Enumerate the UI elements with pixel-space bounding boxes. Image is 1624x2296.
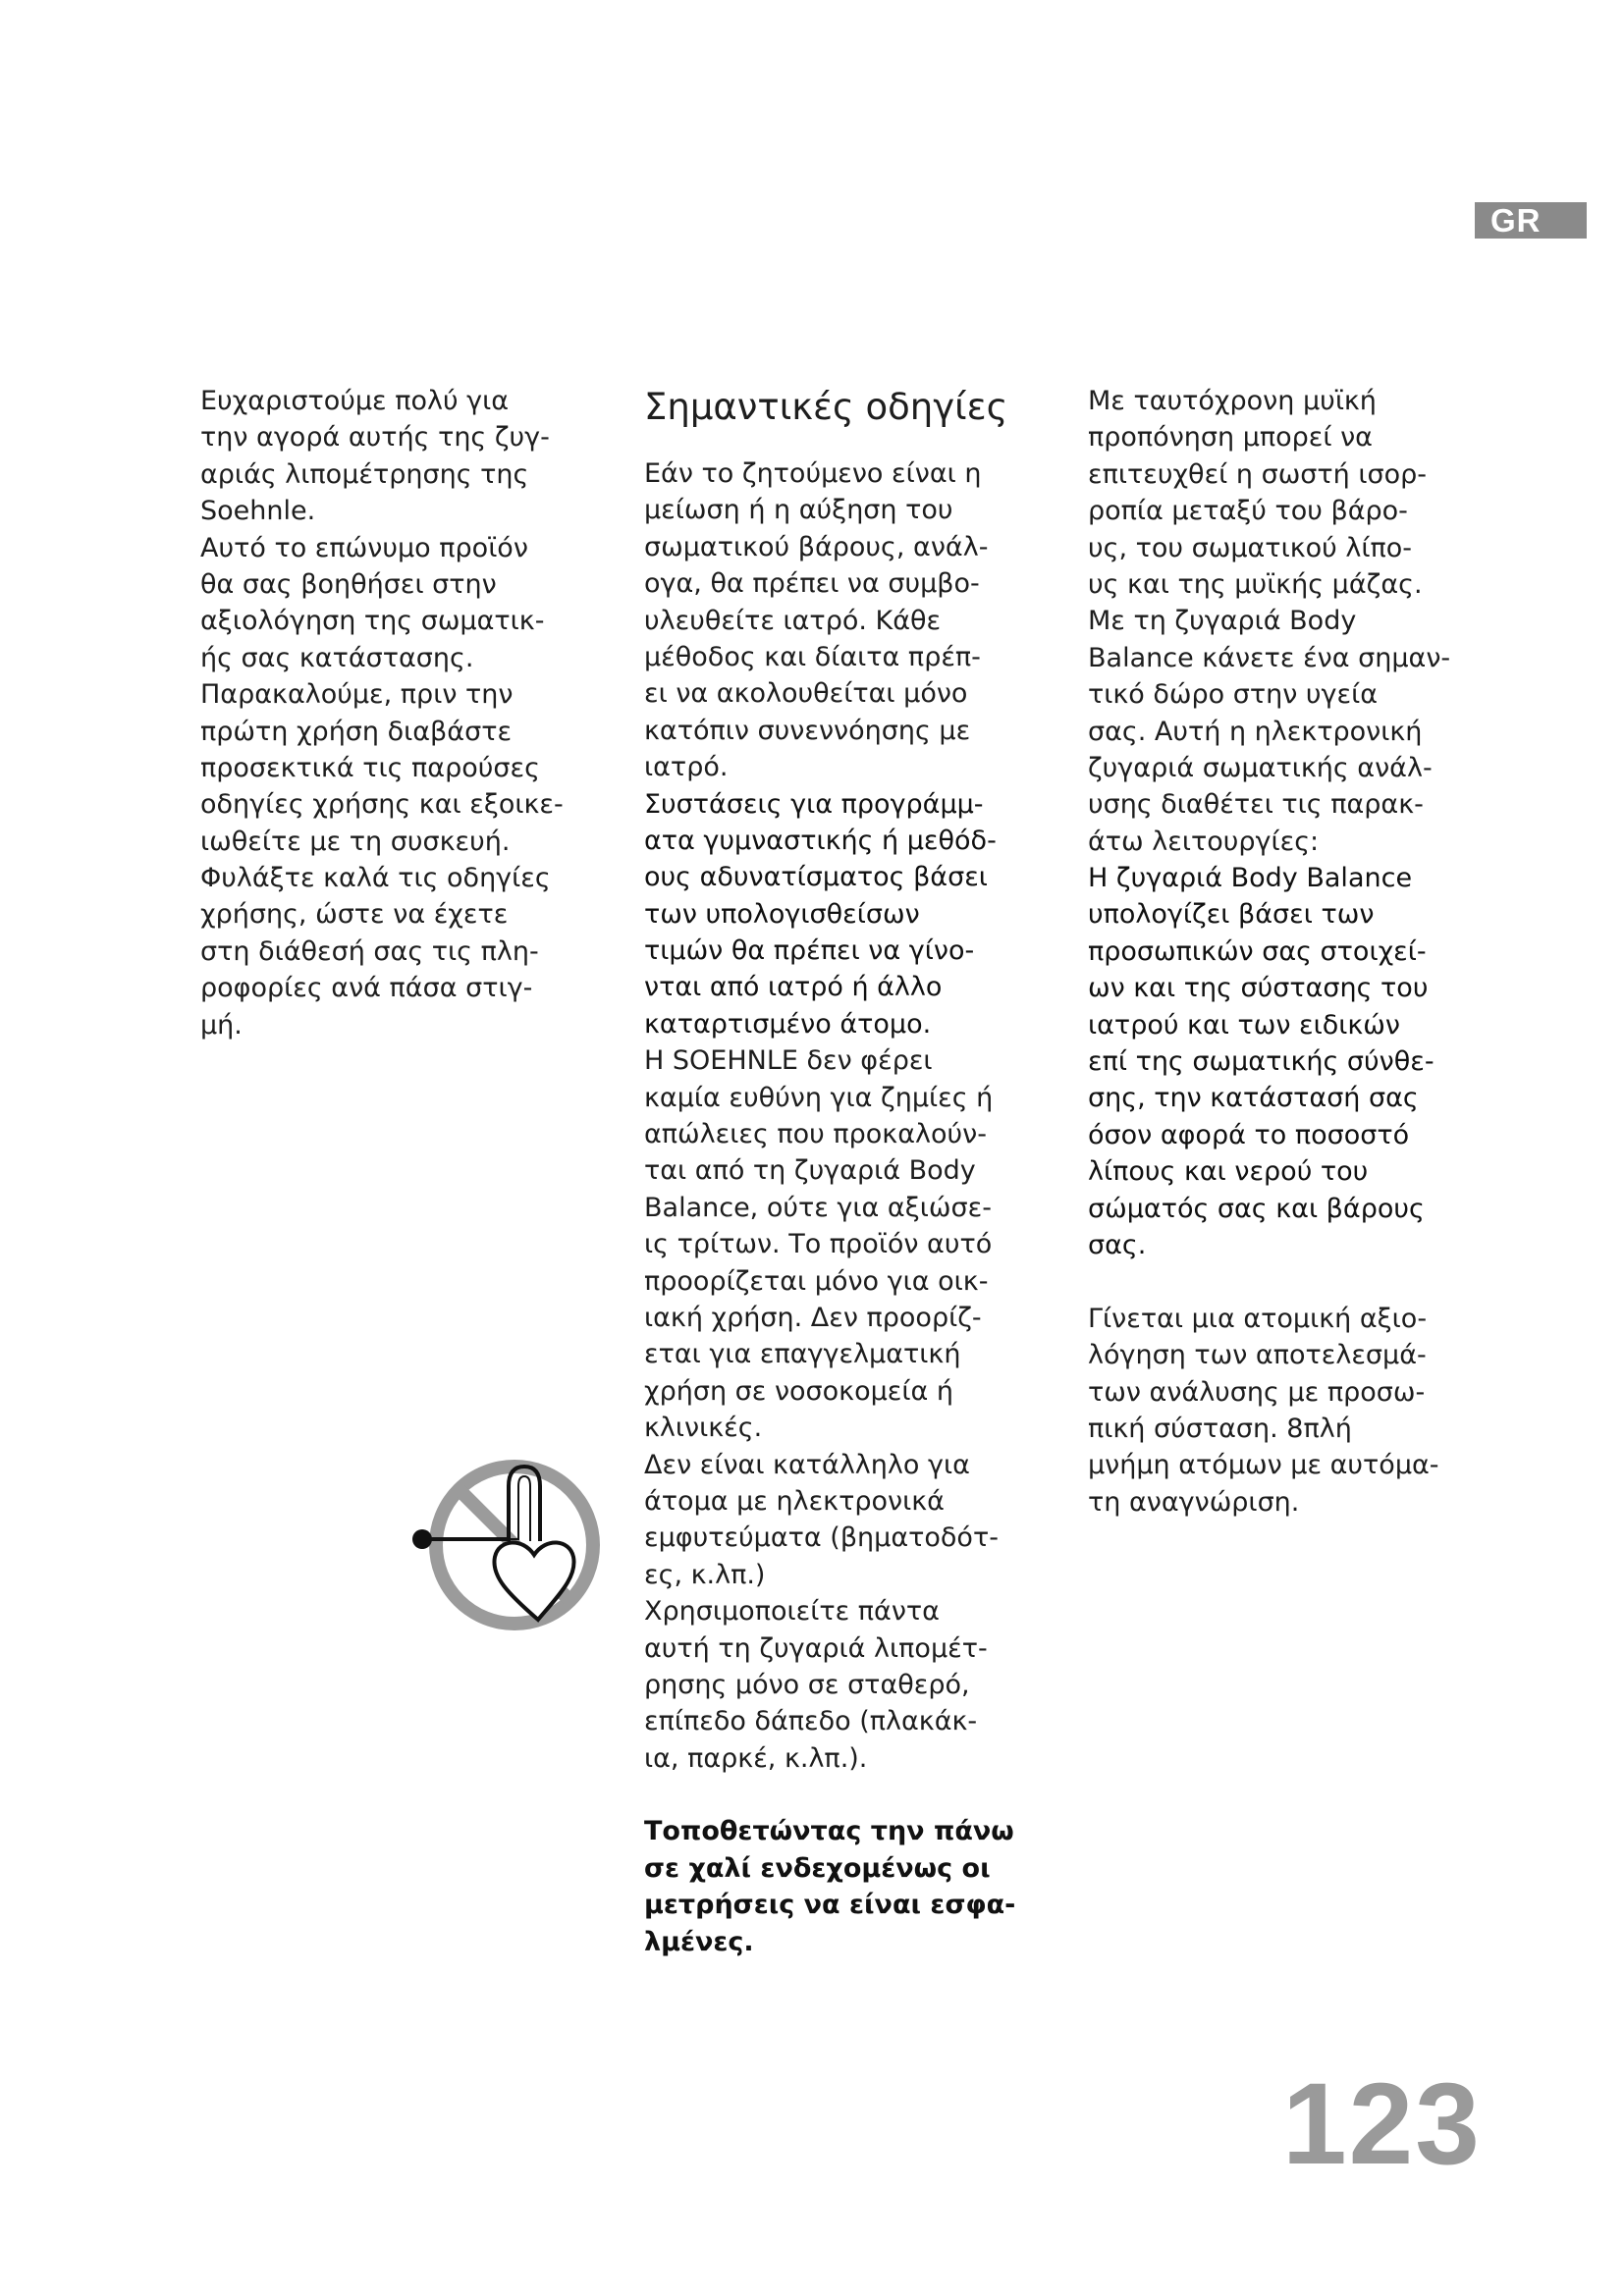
middle-line: άτομα με ηλεκτρονικά bbox=[644, 1485, 945, 1517]
left-line: Αυτό το επώνυμο προϊόν bbox=[200, 532, 528, 563]
right-line: σώματός σας και βάρους bbox=[1088, 1193, 1425, 1224]
right-line: υσης διαθέτει τις παρακ- bbox=[1088, 789, 1424, 821]
middle-line: ρησης μόνο σε σταθερό, bbox=[644, 1669, 970, 1700]
middle-line: μείωση ή η αύξηση του bbox=[644, 495, 953, 526]
right-line: υς και της μυϊκής μάζας. bbox=[1088, 568, 1423, 600]
middle-line: Δεν είναι κατάλληλο για bbox=[644, 1449, 970, 1480]
left-line: ιωθείτε με τη συσκευή. bbox=[200, 826, 511, 857]
right-line: Γίνεται μια ατομική αξιο- bbox=[1088, 1303, 1428, 1334]
left-line: την αγορά αυτής της ζυγ- bbox=[200, 422, 550, 454]
left-line: χρήσης, ώστε να έχετε bbox=[200, 899, 509, 931]
right-line: όσον αφορά το ποσοστό bbox=[1088, 1119, 1410, 1150]
right-line: Με τη ζυγαριά Body bbox=[1088, 606, 1357, 637]
left-line: προσεκτικά τις παρούσες bbox=[200, 752, 540, 783]
left-line: αριάς λιπομέτρησης της bbox=[200, 458, 529, 490]
middle-line: Συστάσεις για προγράμμ- bbox=[644, 788, 984, 820]
middle-line: ες, κ.λπ.) bbox=[644, 1559, 766, 1590]
middle-line: των υπολογισθείσων bbox=[644, 898, 920, 930]
right-line: πική σύσταση. 8πλή bbox=[1088, 1413, 1352, 1444]
middle-line: αυτή τη ζυγαριά λιπομέτ- bbox=[644, 1632, 988, 1664]
left-line: οδηγίες χρήσης και εξοικε- bbox=[200, 789, 564, 821]
middle-line: ογα, θα πρέπει να συμβο- bbox=[644, 568, 980, 600]
middle-line: ει να ακολουθείται μόνο bbox=[644, 678, 968, 710]
right-line: ζυγαριά σωματικής ανάλ- bbox=[1088, 752, 1433, 783]
left-line: ροφορίες ανά πάσα στιγ- bbox=[200, 973, 533, 1004]
warning-line: σε χαλί ενδεχομένως οι bbox=[644, 1852, 991, 1884]
right-line: σας. bbox=[1088, 1229, 1147, 1260]
left-line: ής σας κατάστασης. bbox=[200, 642, 474, 673]
middle-line: μέθοδος και δίαιτα πρέπ- bbox=[644, 641, 981, 672]
middle-line: εται για επαγγελματική bbox=[644, 1339, 961, 1370]
right-line: μνήμη ατόμων με αυτόμα- bbox=[1088, 1450, 1439, 1481]
right-line: επιτευχθεί η σωστή ισορ- bbox=[1088, 458, 1428, 490]
middle-line: ιακή χρήση. Δεν προορίζ- bbox=[644, 1302, 982, 1333]
paragraph-gap bbox=[644, 1777, 1015, 1813]
middle-line: Balance, ούτε για αξιώσε- bbox=[644, 1192, 992, 1223]
paragraph-gap bbox=[1088, 1263, 1450, 1300]
right-line: των ανάλυσης με προσω- bbox=[1088, 1376, 1426, 1408]
middle-line: σωματικού βάρους, ανάλ- bbox=[644, 531, 989, 562]
right-line: λόγηση των αποτελεσμά- bbox=[1088, 1340, 1427, 1371]
right-line: λίπους και νερού του bbox=[1088, 1156, 1369, 1188]
middle-line: ους αδυνατίσματος βάσει bbox=[644, 862, 988, 893]
left-line: Ευχαριστούμε πολύ για bbox=[200, 386, 510, 416]
right-column bbox=[1088, 383, 1450, 1521]
right-line: επί της σωματικής σύνθε- bbox=[1088, 1046, 1435, 1078]
left-line: αξιολόγηση της σωματικ- bbox=[200, 606, 545, 637]
left-line: Soehnle. bbox=[200, 496, 316, 527]
right-line: υς, του σωματικού λίπο- bbox=[1088, 532, 1412, 563]
right-line: Με ταυτόχρονη μυϊκή bbox=[1088, 386, 1377, 416]
middle-line: κατόπιν συνεννόησης με bbox=[644, 715, 971, 746]
middle-line: ται από τη ζυγαριά Body bbox=[644, 1155, 976, 1187]
middle-line: ις τρίτων. Το προϊόν αυτό bbox=[644, 1229, 993, 1260]
middle-line: προορίζεται μόνο για οικ- bbox=[644, 1265, 989, 1297]
section-heading: Σημαντικές οδηγίες bbox=[644, 386, 1008, 428]
right-line: υπολογίζει βάσει των bbox=[1088, 899, 1375, 931]
warning-line: Τοποθετώντας την πάνω bbox=[644, 1816, 1014, 1847]
middle-line: ιατρό. bbox=[644, 752, 729, 783]
middle-column bbox=[644, 383, 1015, 1960]
page-number: 123 bbox=[1282, 2059, 1482, 2189]
warning-line: μετρήσεις να είναι εσφα- bbox=[644, 1890, 1016, 1921]
middle-line: Η SOEHNLE δεν φέρει bbox=[644, 1045, 933, 1077]
warning-line: λμένες. bbox=[644, 1926, 754, 1957]
middle-line: εμφυτεύματα (βηματοδότ- bbox=[644, 1522, 999, 1554]
middle-line: τιμών θα πρέπει να γίνο- bbox=[644, 935, 975, 967]
middle-line: νται από ιατρό ή άλλο bbox=[644, 972, 943, 1003]
left-line: στη διάθεσή σας τις πλη- bbox=[200, 935, 539, 967]
left-line: μή. bbox=[200, 1009, 243, 1041]
right-line: προπόνηση μπορεί να bbox=[1088, 422, 1373, 454]
right-line: τη αναγνώριση. bbox=[1088, 1486, 1300, 1518]
left-column bbox=[200, 383, 564, 1043]
right-line: προσωπικών σας στοιχεί- bbox=[1088, 935, 1427, 967]
right-line: Η ζυγαριά Body Balance bbox=[1088, 863, 1413, 894]
no-pacemaker-icon bbox=[410, 1457, 603, 1633]
middle-line: υλευθείτε ιατρό. Κάθε bbox=[644, 605, 942, 636]
right-line: ροπία μεταξύ του βάρο- bbox=[1088, 496, 1408, 527]
left-line: θα σας βοηθήσει στην bbox=[200, 568, 497, 600]
left-line: πρώτη χρήση διαβάστε bbox=[200, 716, 513, 747]
middle-line: καταρτισμένο άτομο. bbox=[644, 1008, 932, 1040]
middle-line: επίπεδο δάπεδο (πλακάκ- bbox=[644, 1706, 978, 1737]
left-line: Παρακαλούμε, πριν την bbox=[200, 679, 514, 711]
middle-line: ατα γυμναστικής ή μεθόδ- bbox=[644, 825, 997, 856]
right-line: σας. Αυτή η ηλεκτρονική bbox=[1088, 716, 1423, 747]
middle-line: Εάν το ζητούμενο είναι η bbox=[644, 458, 982, 489]
left-line: Φυλάξτε καλά τις οδηγίες bbox=[200, 863, 551, 894]
right-line: ων και της σύστασης του bbox=[1088, 973, 1429, 1004]
middle-line: απώλειες που προκαλούν- bbox=[644, 1119, 987, 1150]
right-line: τικό δώρο στην υγεία bbox=[1088, 679, 1379, 711]
language-tab: GR bbox=[1475, 202, 1587, 239]
middle-line: κλινικές. bbox=[644, 1413, 763, 1444]
right-line: Balance κάνετε ένα σημαν- bbox=[1088, 642, 1451, 673]
right-line: ιατρού και των ειδικών bbox=[1088, 1009, 1401, 1041]
middle-line: Χρησιμοποιείτε πάντα bbox=[644, 1596, 940, 1628]
right-line: άτω λειτουργίες: bbox=[1088, 826, 1320, 857]
middle-line: ια, παρκέ, κ.λπ.). bbox=[644, 1742, 868, 1774]
right-line: σης, την κατάστασή σας bbox=[1088, 1083, 1419, 1114]
middle-line: καμία ευθύνη για ζημίες ή bbox=[644, 1082, 994, 1113]
middle-line: χρήση σε νοσοκομεία ή bbox=[644, 1375, 954, 1407]
